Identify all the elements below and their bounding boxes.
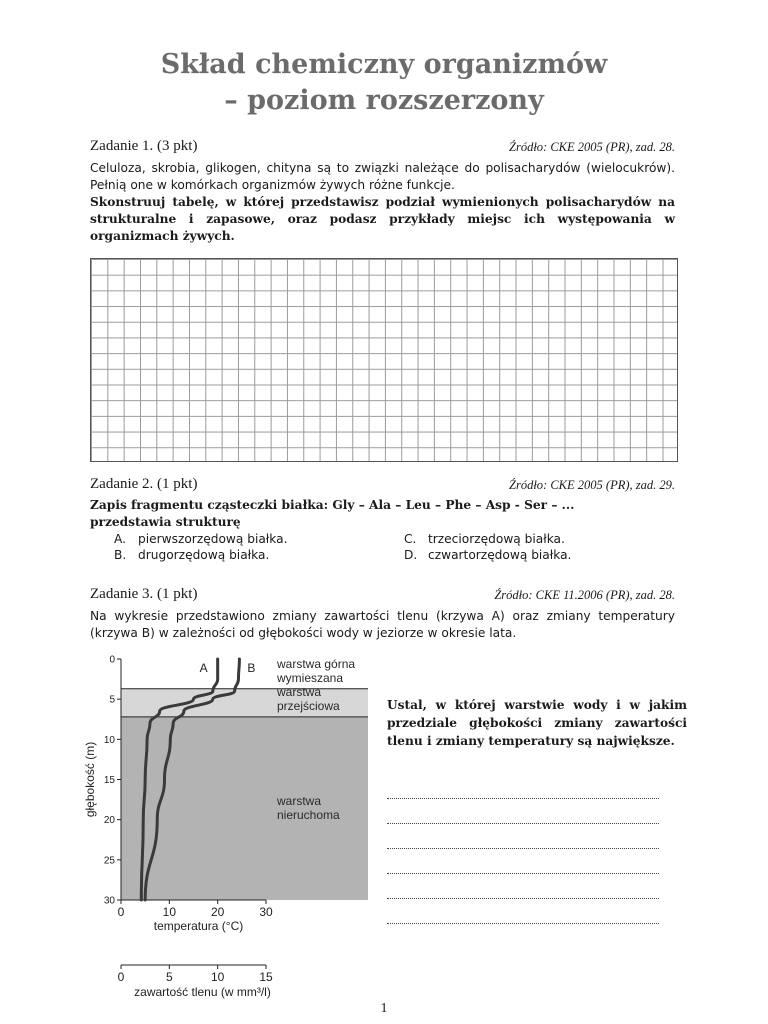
series-label-B: B <box>247 660 256 675</box>
temp-tick-label-2: 20 <box>210 905 225 919</box>
task2-header <box>90 476 675 496</box>
answer-line-6[interactable] <box>387 922 659 924</box>
answer-line-3[interactable] <box>387 847 659 849</box>
layer-label-2-line1: warstwa <box>277 794 322 808</box>
temp-tick-label-0: 0 <box>117 905 125 919</box>
page-title-line1: Skład chemiczny organizmów <box>160 49 608 80</box>
y-axis-label: głębokość (m) <box>83 741 97 818</box>
task2-source: Źródło: CKE 2005 (PR), zad. 29. <box>509 478 675 492</box>
oxygen-axis-label: zawartość tlenu (w mm³/l) <box>134 985 271 999</box>
oxygen-tick-label-0: 0 <box>117 970 125 984</box>
option-c[interactable] <box>404 531 565 548</box>
y-tick-label-2: 10 <box>103 734 115 746</box>
task3-question <box>387 696 687 750</box>
task2-label: Zadanie 2. (1 pkt) <box>90 476 198 492</box>
oxygen-tick-label-3: 15 <box>259 970 273 984</box>
y-tick-label-0: 0 <box>109 654 115 666</box>
oxygen-tick-label-1: 5 <box>165 970 173 984</box>
task2-question-line1: Zapis fragmentu cząsteczki białka: Gly – Ala – Leu – Phe – Asp - Ser – ... <box>90 498 575 512</box>
task3-question-text: Ustal, w której warstwie wody i w jakim przedziale głębokości zmiany zawartości tlenu i zmiany temperatury są największe. <box>387 698 687 748</box>
answer-line-2[interactable] <box>387 822 659 824</box>
option-a[interactable] <box>114 531 287 548</box>
option-b-text: drugorzędową białka. <box>138 548 270 562</box>
layer-label-1-line1: warstwa <box>277 685 322 699</box>
option-c-text: trzeciorzędową białka. <box>428 532 565 546</box>
option-a-text: pierwszorzędową białka. <box>138 532 288 546</box>
chart-layers <box>121 659 368 900</box>
y-tick-label-1: 5 <box>109 694 115 706</box>
task3-label: Zadanie 3. (1 pkt) <box>90 586 198 602</box>
oxygen-tick-label-2: 10 <box>210 970 225 984</box>
answer-line-5[interactable] <box>387 897 659 899</box>
task2-question-line2: przedstawia strukturę <box>90 515 241 529</box>
layer-label-1-line2: przejściowa <box>277 699 340 713</box>
answer-line-4[interactable] <box>387 872 659 874</box>
option-d-text: czwartorzędową białka. <box>428 548 572 562</box>
depth-chart <box>78 650 378 1000</box>
y-tick-label-3: 15 <box>103 775 115 786</box>
page-title-line2: – poziom rozszerzony <box>224 85 544 116</box>
option-b[interactable] <box>114 547 269 564</box>
layer-label-0-line1: warstwa górna <box>277 657 356 671</box>
temp-tick-label-1: 10 <box>162 905 177 919</box>
layer-label-2-line2: nieruchoma <box>277 808 340 822</box>
option-d[interactable] <box>404 547 571 564</box>
task3-header <box>90 586 675 606</box>
temperature-axis-label: temperatura (°C) <box>153 919 244 933</box>
task1-source: Źródło: CKE 2005 (PR), zad. 28. <box>509 140 675 154</box>
task1-header <box>90 138 675 158</box>
series-label-A: A <box>199 660 208 675</box>
option-d-letter: D. <box>404 548 418 562</box>
option-a-letter: A. <box>114 532 126 546</box>
y-tick-label-6: 30 <box>103 895 115 907</box>
task1-text: Celuloza, skrobia, glikogen, chityna są to związki należące do polisacharydów (wielocukrów). Pełnią one w komórkach organizmów żywych różne funkcje. <box>90 161 675 192</box>
temp-tick-label-3: 30 <box>259 905 273 919</box>
task3-text: Na wykresie przedstawiono zmiany zawartości tlenu (krzywa A) oraz zmiany temperatury (krzywa B) w zależności od głębokości wody w jeziorze w okresie lata. <box>90 609 675 640</box>
option-c-letter: C. <box>404 532 417 546</box>
answer-grid[interactable] <box>90 258 678 462</box>
option-b-letter: B. <box>114 548 127 562</box>
layer-label-0-line2: wymieszana <box>277 671 344 685</box>
task3-source: Źródło: CKE 11.2006 (PR), zad. 28. <box>494 588 675 602</box>
task1-instruction: Skonstruuj tabelę, w której przedstawisz podział wymienionych polisacharydów na strukturalne i zapasowe, oraz podasz przykłady miejsc ich występowania w organizmach żywych. <box>90 195 675 243</box>
answer-line-1[interactable] <box>387 797 659 799</box>
page-number: 1 <box>380 1001 388 1016</box>
y-tick-label-4: 20 <box>103 815 115 827</box>
y-tick-label-5: 25 <box>103 855 115 867</box>
task1-label: Zadanie 1. (3 pkt) <box>90 138 198 154</box>
